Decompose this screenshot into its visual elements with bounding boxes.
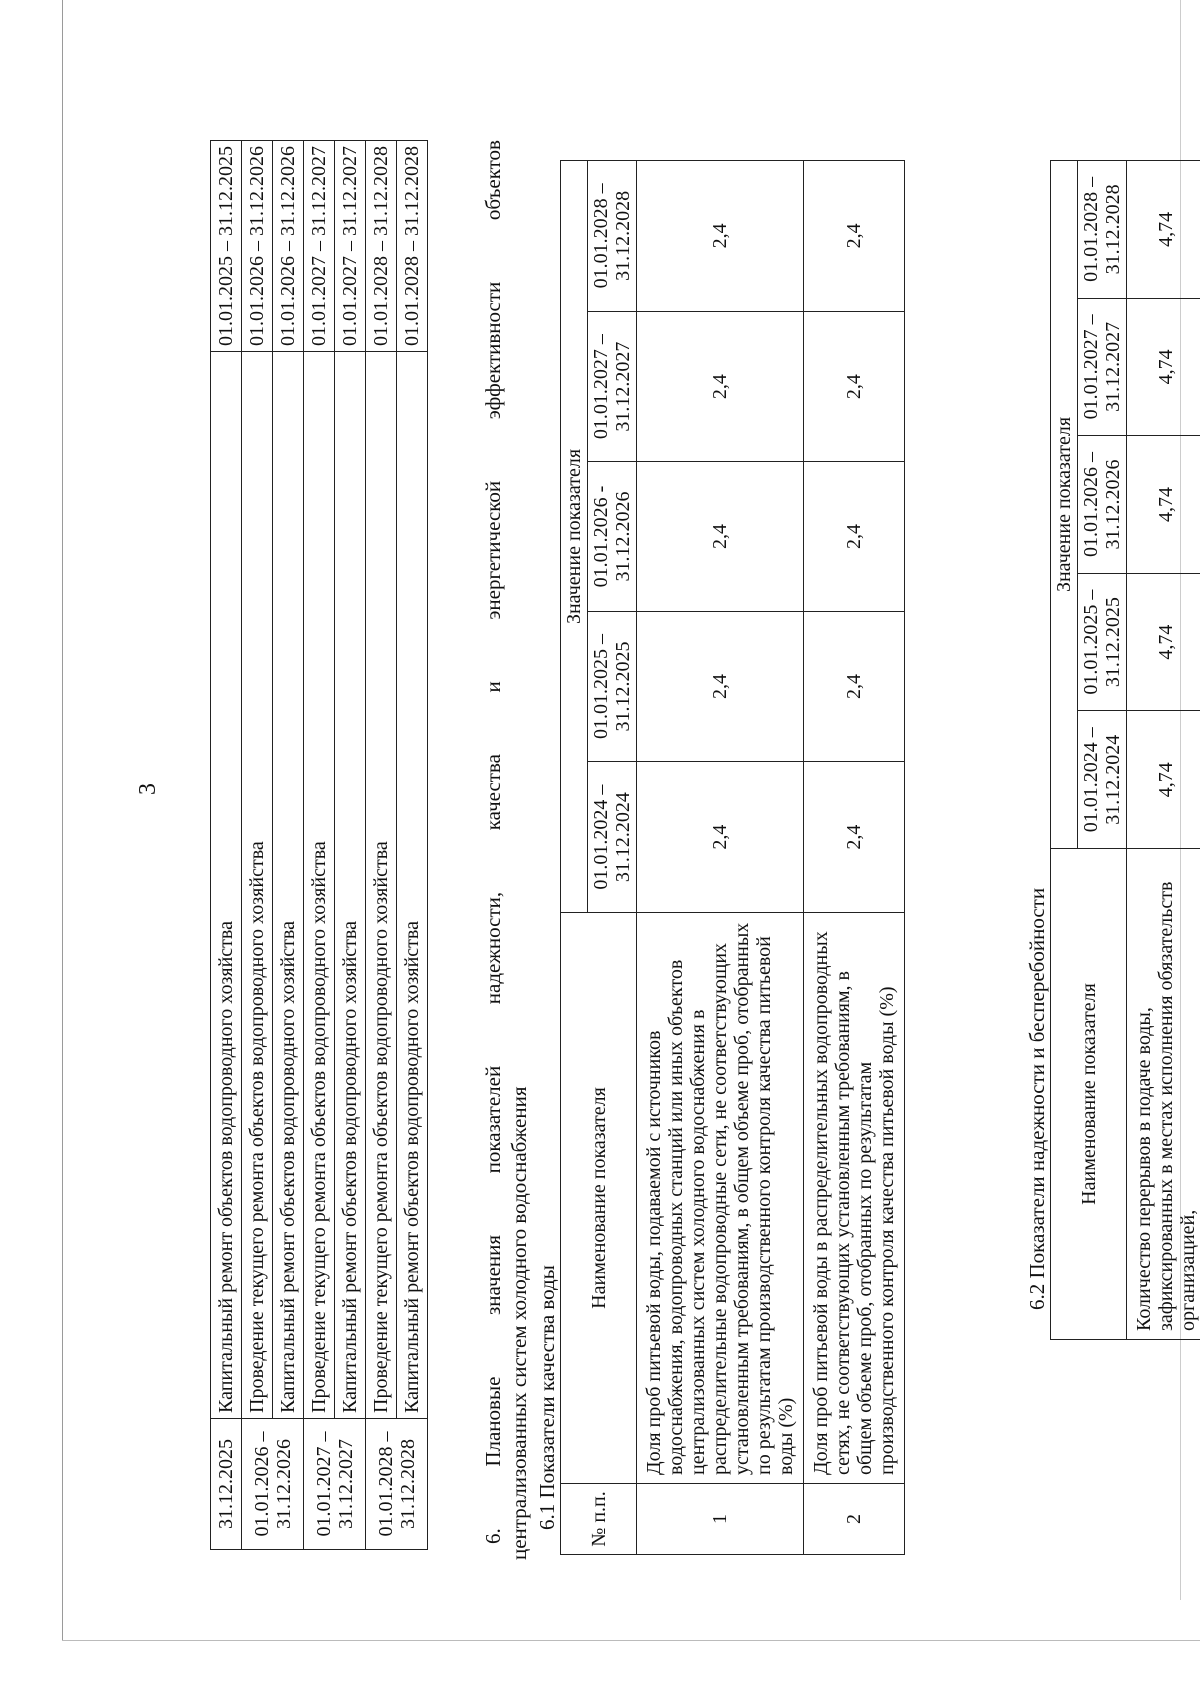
heading-word: объектов (481, 140, 505, 221)
period-header: 01.01.2025 – 31.12.2025 (588, 611, 637, 762)
row-number: 1 (637, 1484, 804, 1555)
scan-left-edge (62, 0, 63, 1640)
indicator-value: 2,4 (637, 161, 804, 312)
heading-word: эффективности (481, 281, 505, 420)
reliability-table (1050, 160, 1200, 1340)
table-row (304, 141, 335, 1550)
schedule-activity: Проведение текущего ремонта объектов водопроводного хозяйства (366, 352, 397, 1419)
indicator-value: 2,4 (804, 462, 905, 611)
indicator-value: 2,4 (804, 762, 905, 913)
indicator-value: 2,4 (804, 161, 905, 312)
period-header: 01.01.2028 – 31.12.2028 (588, 161, 637, 312)
col-name-header: Наименование показателя (1051, 849, 1127, 1340)
table-row (637, 161, 804, 1555)
table-row (397, 141, 428, 1550)
col-num-header: № п.п. (561, 1484, 637, 1555)
schedule-dates: 01.01.2026 – 31.12.2026 (242, 141, 273, 352)
schedule-activity: Капитальный ремонт объектов водопроводного хозяйства (273, 352, 304, 1419)
period-header: 01.01.2026 – 31.12.2026 (1078, 436, 1127, 574)
table-row (335, 141, 366, 1550)
heading-word: энергетической (481, 480, 505, 620)
period-header: 01.01.2027 – 31.12.2027 (1078, 298, 1127, 436)
page-number: 3 (135, 783, 161, 795)
schedule-dates: 01.01.2028 – 31.12.2028 (366, 141, 397, 352)
section-6-heading (480, 140, 532, 1560)
table-row (242, 141, 273, 1550)
indicator-value: 2,4 (637, 462, 804, 611)
schedule-dates: 01.01.2027 – 31.12.2027 (335, 141, 366, 352)
indicator-value: 4,74 (1127, 711, 1200, 849)
indicator-name: Количество перерывов в подаче воды, зафиксированных в местах исполнения обязательств организацией, (1127, 849, 1200, 1340)
period-header: 01.01.2027 – 31.12.2027 (588, 311, 637, 462)
period-header: 01.01.2028 – 31.12.2028 (1078, 161, 1127, 299)
indicator-value: 4,74 (1127, 161, 1200, 299)
col-group-header: Значение показателя (561, 161, 588, 913)
indicator-value: 2,4 (637, 762, 804, 913)
schedule-dates: 01.01.2028 – 31.12.2028 (397, 141, 428, 352)
heading-word: значения (481, 1234, 505, 1315)
period-header: 01.01.2024 – 31.12.2024 (1078, 711, 1127, 849)
reliability-section-title: 6.2 Показатели надежности и бесперебойности (1025, 887, 1049, 1310)
table-row (211, 141, 242, 1550)
schedule-activity: Проведение текущего ремонта объектов водопроводного хозяйства (304, 352, 335, 1419)
schedule-activity: Капитальный ремонт объектов водопроводного хозяйства (211, 352, 242, 1419)
schedule-dates: 01.01.2025 – 31.12.2025 (211, 141, 242, 352)
period-header: 01.01.2026 - 31.12.2026 (588, 462, 637, 611)
indicator-value: 2,4 (804, 311, 905, 462)
heading-word: Плановые (481, 1376, 505, 1467)
period-header: 01.01.2024 – 31.12.2024 (588, 762, 637, 913)
indicator-name: Доля проб питьевой воды, подаваемой с источников водоснабжения, водопроводных станций или иных объектов централизованных систем холодного водоснабжения в распределительные водопроводные сети, не соответствующих установленным требованиям, в общем объеме проб, отобранных по результатам производственного контроля качества питьевой воды (%) (637, 913, 804, 1484)
col-name-header: Наименование показателя (561, 913, 637, 1484)
schedule-table (210, 140, 428, 1550)
section-number: 6. (481, 1528, 505, 1544)
indicator-name: Доля проб питьевой воды в распределительных водопроводных сетях, не соответствующих установленным требованиям, в общем объеме проб, отобранных по результатам производственного контроля качества питьевой воды (%) (804, 913, 905, 1484)
document-page (90, 40, 1199, 1650)
schedule-period: 01.01.2027 – 31.12.2027 (304, 1419, 366, 1550)
table-header-row (561, 161, 588, 1555)
table-row (804, 161, 905, 1555)
indicator-value: 2,4 (804, 611, 905, 762)
section-6-heading-line2: централизованных систем холодного водоснабжения (507, 1086, 531, 1560)
quality-section-title: 6.1 Показатели качества воды (535, 1265, 559, 1530)
schedule-period: 01.01.2026 – 31.12.2026 (242, 1419, 304, 1550)
schedule-activity: Капитальный ремонт объектов водопроводного хозяйства (335, 352, 366, 1419)
indicator-value: 2,4 (637, 311, 804, 462)
indicator-value: 4,74 (1127, 436, 1200, 574)
indicator-value: 2,4 (637, 611, 804, 762)
heading-word: показателей (481, 1065, 505, 1174)
schedule-dates: 01.01.2027 – 31.12.2027 (304, 141, 335, 352)
table-header-row (1051, 161, 1078, 1340)
indicator-value: 4,74 (1127, 573, 1200, 711)
water-quality-table (560, 160, 905, 1555)
period-header: 01.01.2025 – 31.12.2025 (1078, 573, 1127, 711)
indicator-value: 4,74 (1127, 298, 1200, 436)
row-number: 2 (804, 1484, 905, 1555)
table-row (366, 141, 397, 1550)
heading-word: качества (481, 754, 505, 831)
table-row (1127, 161, 1200, 1340)
heading-word: и (481, 681, 505, 693)
schedule-period: 01.01.2028 – 31.12.2028 (366, 1419, 428, 1550)
schedule-activity: Проведение текущего ремонта объектов водопроводного хозяйства (242, 352, 273, 1419)
section-6-heading-line1 (480, 140, 506, 1560)
table-row (273, 141, 304, 1550)
col-group-header: Значение показателя (1051, 161, 1078, 849)
schedule-dates: 01.01.2026 – 31.12.2026 (273, 141, 304, 352)
heading-word: надежности, (481, 891, 505, 1005)
schedule-activity: Капитальный ремонт объектов водопроводного хозяйства (397, 352, 428, 1419)
schedule-period: 31.12.2025 (211, 1419, 242, 1550)
